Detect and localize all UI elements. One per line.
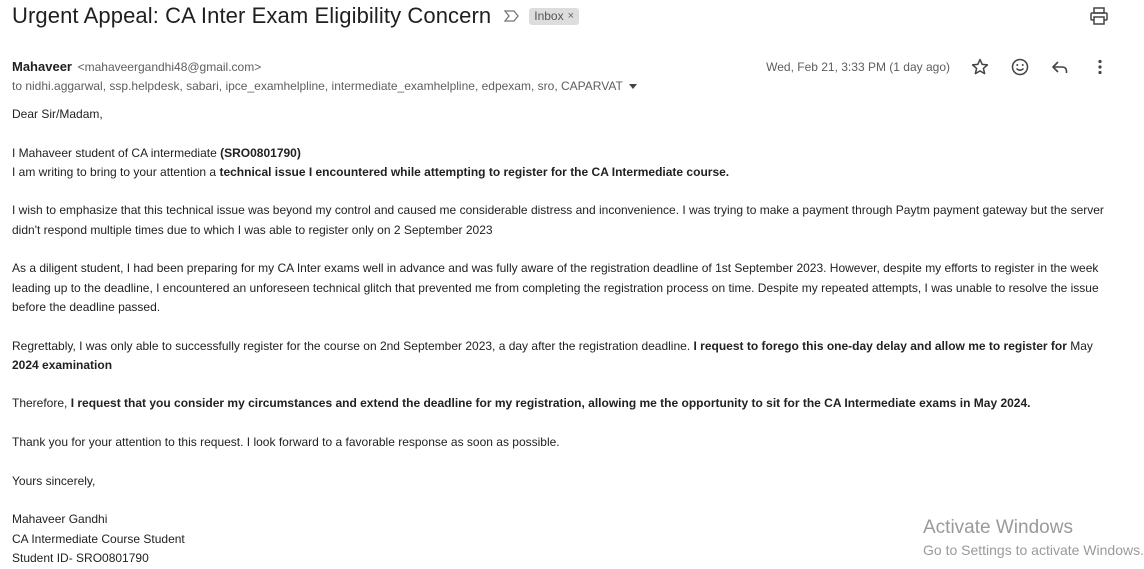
subject-row — [12, 2, 579, 30]
sender-email: <mahaveergandhi48@gmail.com> — [77, 60, 262, 74]
student-id-bold: (SRO0801790) — [220, 145, 301, 160]
activate-subtitle: Go to Settings to activate Windows. — [923, 542, 1144, 558]
important-icon[interactable] — [503, 8, 520, 24]
paragraph-appeal: Therefore, I request that you consider my circumstances and extend the deadline for my registration, allowing me the opportunity to sit for the CA Intermediate exams in May 2024. — [12, 396, 1031, 411]
email-subject: Urgent Appeal: CA Inter Exam Eligibility Concern — [12, 3, 492, 28]
signature-name: Mahaveer Gandhi — [12, 512, 108, 527]
email-date: Wed, Feb 21, 3:33 PM (1 day ago) — [766, 60, 950, 74]
label-chip-text: Inbox — [534, 8, 564, 23]
remove-label-icon[interactable]: × — [567, 9, 575, 22]
label-chip-inbox[interactable] — [529, 8, 579, 25]
recipients-text: to nidhi.aggarwal, ssp.helpdesk, sabari, ipce_examhelpline, intermediate_examhelpline, edpexam, sro, CAPARVAT — [12, 79, 623, 93]
signature-role: CA Intermediate Course Student — [12, 531, 185, 546]
star-icon[interactable] — [970, 57, 990, 77]
paragraph-request: Regrettably, I was only able to successfully register for the course on 2nd September 2023, a day after the registration deadline. I request to forego this one-day delay and allow me to register for May 2024 examination — [12, 338, 1093, 372]
sender — [12, 59, 261, 74]
paragraph-thanks: Thank you for your attention to this request. I look forward to a favorable response as soon as possible. — [12, 435, 560, 450]
activate-title: Activate Windows — [923, 517, 1073, 538]
recipients-line — [12, 79, 637, 93]
paragraph-background: As a diligent student, I had been preparing for my CA Inter exams well in advance and was fully aware of the registration deadline of 1st September 2023. However, despite my efforts to register in the week leading up to the deadline, I encountered an unforeseen technical glitch that prevented me from completing the registration process on time. Despite my repeated attempts, I was unable to resolve the issue before the deadline passed. — [12, 261, 1099, 314]
closing: Yours sincerely, — [12, 473, 96, 488]
expand-recipients-icon[interactable] — [629, 84, 637, 89]
paragraph-purpose: I am writing to bring to your attention a technical issue I encountered while attempting to register for the CA Intermediate course. — [12, 164, 730, 179]
signature-student-id: Student ID- SRO0801790 — [12, 550, 149, 565]
paragraph-technical-issue: I wish to emphasize that this technical issue was beyond my control and caused me considerable distress and inconvenience. I was trying to make a payment through Paytm payment gateway but the server didn't respond multiple times due to which I was able to register only on 2 September 2023 — [12, 203, 1104, 237]
paragraph-intro: I Mahaveer student of CA intermediate (SRO0801790) — [12, 145, 301, 160]
print-icon[interactable] — [1089, 6, 1109, 26]
emoji-icon[interactable] — [1010, 57, 1030, 77]
sender-name[interactable]: Mahaveer — [12, 59, 72, 74]
more-icon[interactable] — [1090, 57, 1110, 77]
activate-windows-watermark — [923, 516, 1144, 560]
greeting: Dear Sir/Madam, — [12, 107, 103, 121]
email-body — [12, 105, 1106, 568]
reply-icon[interactable] — [1050, 57, 1070, 77]
